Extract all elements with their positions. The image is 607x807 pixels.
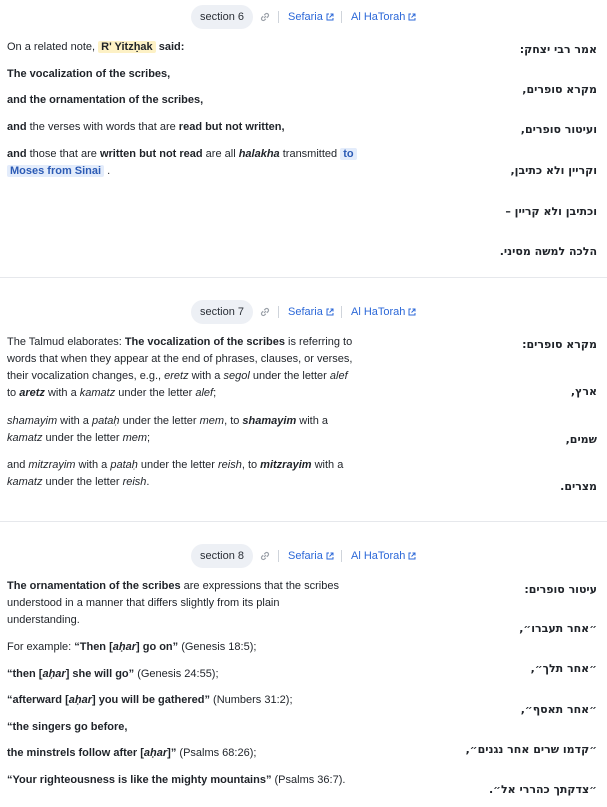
alhatorah-link[interactable] [351,300,416,324]
translation-line [7,163,377,180]
translation-line [7,578,377,595]
sefaria-link[interactable] [288,300,334,324]
translation-line [7,639,377,656]
section-label: section 6 [191,5,253,29]
link-icon[interactable] [259,550,271,562]
sefaria-link[interactable] [288,544,334,568]
link-icon[interactable] [259,11,271,23]
term: aḥar [42,668,66,680]
text: with a [75,459,111,471]
text: “the singers go before, [7,721,128,733]
alhatorah-link[interactable] [351,544,416,568]
hebrew-line: ״קדמו שרים אחר נגנים״, [465,743,597,756]
divider [341,550,342,562]
hebrew-line: וקריין ולא כתיבן, [510,164,597,177]
text: with a [296,415,329,427]
text: , to [224,415,243,427]
text: is referring to [284,336,353,348]
text: under the letter [137,459,218,471]
term: segol [223,370,250,382]
term: aretz [19,387,45,399]
text: “Then [ [74,641,113,653]
sefaria-link[interactable] [288,5,334,29]
external-link-icon [326,308,334,316]
text: “then [ [7,668,43,680]
text: “afterward [ [7,694,69,706]
term: eretz [164,370,189,382]
text: and [7,459,29,471]
text: under the letter [119,415,200,427]
text: are all [202,148,239,160]
hebrew-line: וכתיבן ולא קריין – [505,205,597,218]
translation-line [7,692,377,709]
sefaria-label: Sefaria [288,550,323,562]
text: ]” [167,747,177,759]
text: understanding. [7,614,80,626]
citation: (Psalms 68:26); [176,747,257,759]
citation: (Genesis 18:5); [178,641,257,653]
alhatorah-label: Al HaTorah [351,11,406,23]
term: mitzrayim [28,459,76,471]
hebrew-line: מקרא סופרים: [522,338,597,351]
external-link-icon [408,308,416,316]
term: aḥar [143,747,168,759]
text: the verses with words that are [26,121,179,133]
highlighted-speaker[interactable]: R' Yitzḥak [98,41,156,53]
text: . [104,165,111,177]
link-icon[interactable] [259,306,271,318]
text: The vocalization of the scribes [124,336,285,348]
translation-line [7,368,377,385]
text: with a [44,387,80,399]
text: under the letter [115,387,196,399]
translation-line [7,474,377,491]
section-divider [0,277,607,278]
text: transmitted [279,148,341,160]
divider [341,11,342,23]
text: ; [147,432,151,444]
divider [278,306,279,318]
translation-line [7,119,377,136]
text: with a [188,370,224,382]
text: under the letter [249,370,330,382]
text: “Your righteousness is like the mighty mountains” [7,774,272,786]
text: written but not read [99,148,203,160]
translation-line [7,385,377,402]
text: words that when they appear at the end of phrases, clauses, or verses, [7,353,353,365]
translation-line [7,457,377,474]
hebrew-line: מצרים. [560,480,597,493]
text: The ornamentation of the scribes [7,580,181,592]
hebrew-line: ״אחר תאסף״, [520,703,597,716]
hebrew-line: ״צדקתך כהררי אל״. [488,783,597,796]
translation-line [7,39,377,56]
text: to [7,387,20,399]
term: kamatz [79,387,116,399]
term: alef [195,387,214,399]
text: ] go on” [136,641,179,653]
external-link-icon [326,13,334,21]
translation-line [7,146,377,163]
highlighted-phrase[interactable]: to [340,148,356,160]
translation-line [7,334,377,351]
section-header [0,5,607,29]
external-link-icon [326,552,334,560]
term: pataḥ [91,415,120,427]
term: kamatz [7,476,43,488]
translation-line [7,612,377,629]
translation-line [7,745,377,762]
text: The Talmud elaborates: [7,336,125,348]
translation-line [7,92,377,109]
hebrew-line: ארץ, [570,385,597,398]
text: On a related note, [7,41,99,53]
text: , to [241,459,261,471]
alhatorah-label: Al HaTorah [351,306,406,318]
translation-line [7,351,377,368]
translation-line [7,595,377,612]
text: read but not written, [178,121,285,133]
term: mem [199,415,225,427]
sefaria-label: Sefaria [288,11,323,23]
term: shamayim [7,415,58,427]
text: and [7,148,27,160]
section-label: section 8 [191,544,253,568]
hebrew-line: מקרא סופרים, [522,83,597,96]
hebrew-line: שמים, [565,433,597,446]
text: and the ornamentation of the scribes, [7,94,204,106]
text: . [146,476,150,488]
translation-line [7,772,377,789]
section-header [0,300,607,324]
term: mitzrayim [260,459,312,471]
text: under the letter [42,476,123,488]
divider [278,11,279,23]
term: kamatz [7,432,43,444]
term: shamayim [242,415,297,427]
hebrew-line: ״אחר תלך״, [530,662,597,675]
sefaria-label: Sefaria [288,306,323,318]
text: ; [213,387,217,399]
section-divider [0,521,607,522]
term: reish [217,459,242,471]
translation-line [7,413,377,430]
section-header [0,544,607,568]
term: aḥar [68,694,92,706]
translation-line [7,430,377,447]
citation: (Psalms 36:7). [271,774,346,786]
divider [278,550,279,562]
alhatorah-label: Al HaTorah [351,550,406,562]
text: The vocalization of the scribes, [7,68,171,80]
section-label: section 7 [191,300,253,324]
term: alef [329,370,348,382]
divider [341,306,342,318]
citation: (Numbers 31:2); [209,694,293,706]
text: For example: [7,641,75,653]
text: with a [311,459,344,471]
text: with a [57,415,92,427]
term: pataḥ [110,459,138,471]
highlighted-phrase[interactable]: Moses from Sinai [7,165,104,177]
hebrew-line: אמר רבי יצחק: [519,43,597,56]
term: halakha [238,148,280,160]
hebrew-line: ״אחר תעברו״, [519,622,597,635]
text: ] she will go” [65,668,135,680]
hebrew-line: עיטור סופרים: [524,583,597,596]
alhatorah-link[interactable] [351,5,416,29]
hebrew-line: הלכה למשה מסיני. [499,245,597,258]
translation-line [7,719,377,736]
text: those that are [26,148,100,160]
term: mem [122,432,148,444]
text: under the letter [42,432,123,444]
external-link-icon [408,552,416,560]
text: are expressions that the scribes [180,580,339,592]
citation: (Genesis 24:55); [134,668,219,680]
term: aḥar [112,641,136,653]
text: their vocalization changes, e.g., [7,370,165,382]
hebrew-line: ועיטור סופרים, [520,123,597,136]
translation-line [7,66,377,83]
term: reish [122,476,147,488]
text: the minstrels follow after [ [7,747,144,759]
text: and [7,121,27,133]
translation-line [7,666,377,683]
external-link-icon [408,13,416,21]
text: understood in a manner that differs slightly from its plain [7,597,280,609]
text: said: [155,41,185,53]
text: ] you will be gathered” [92,694,210,706]
